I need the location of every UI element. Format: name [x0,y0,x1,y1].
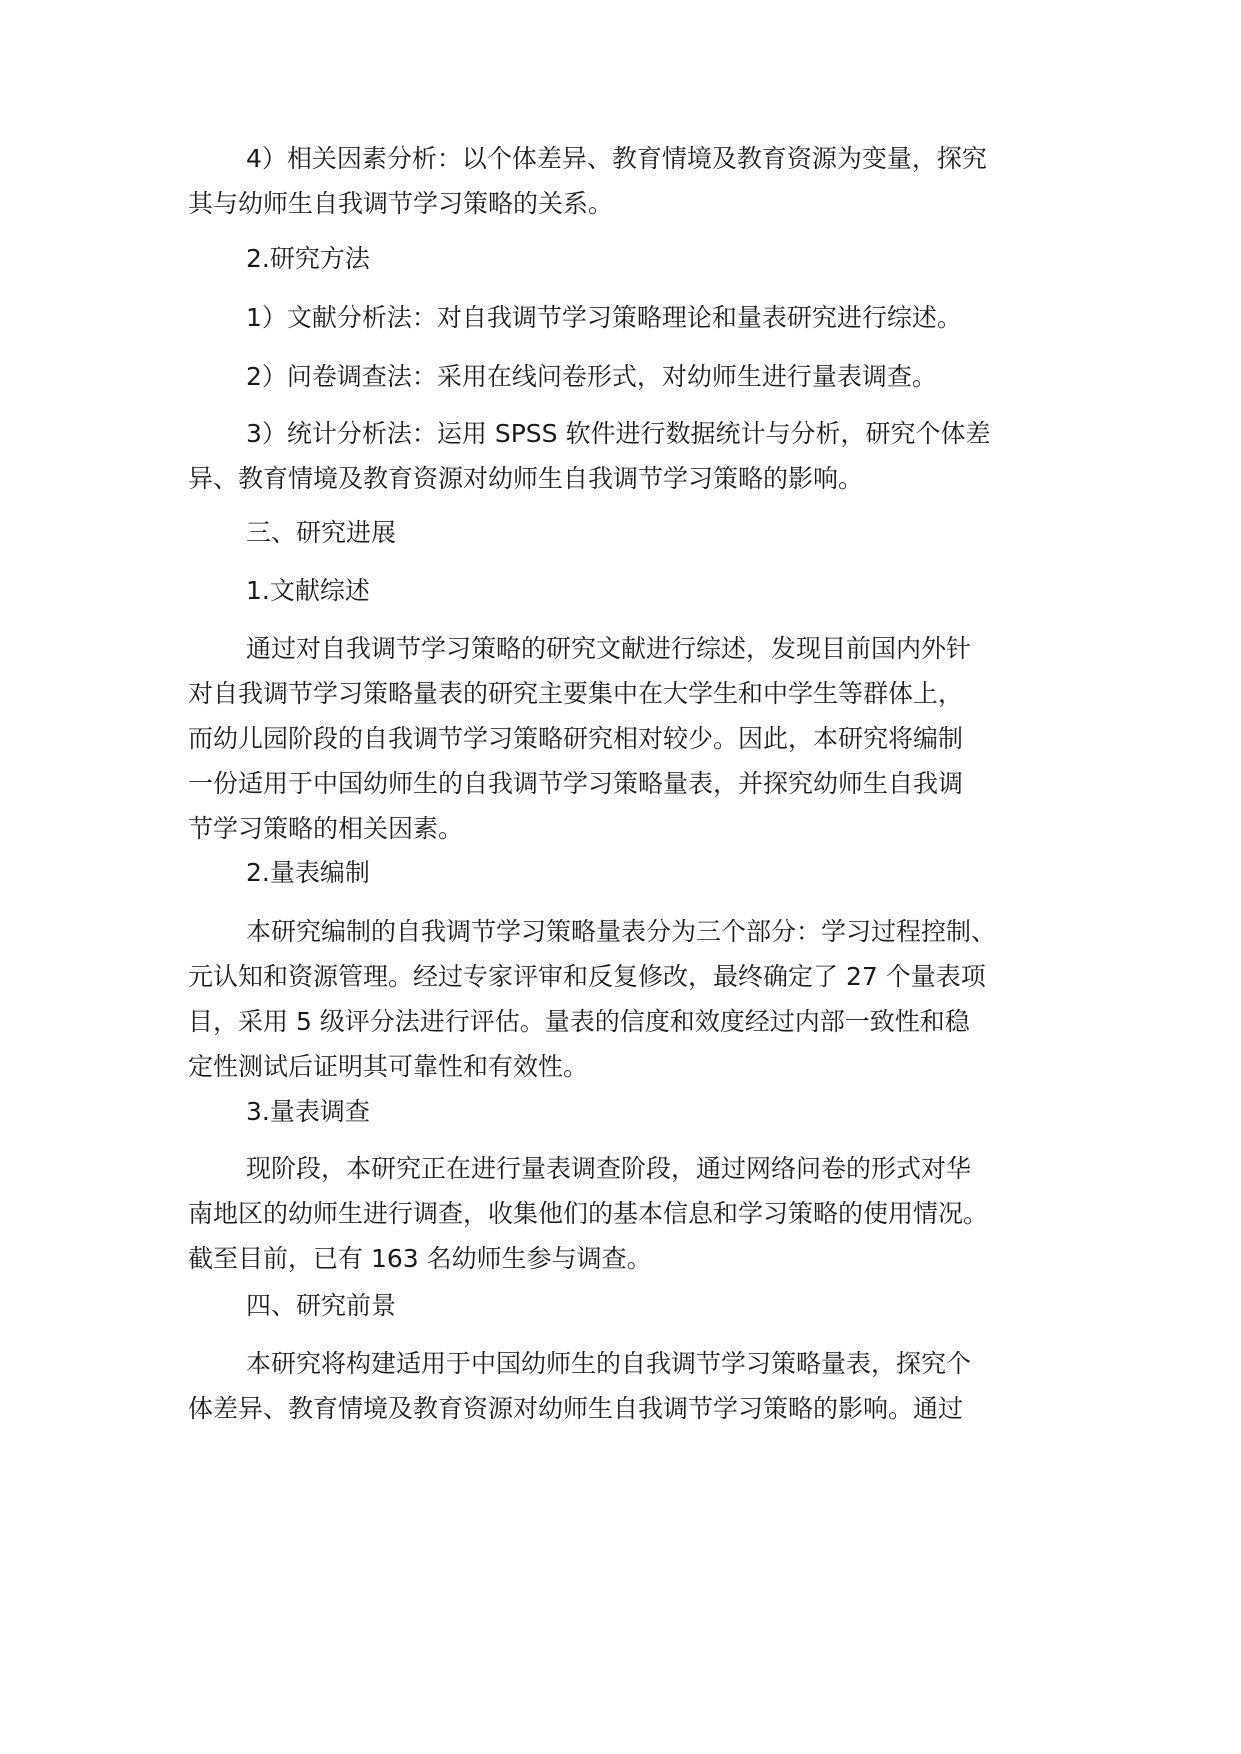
heading-literature-review [188,568,1068,613]
paragraph-scale-compilation [188,909,1068,1089]
heading-scale-survey [188,1089,1068,1134]
text-line: 对自我调节学习策略量表的研究主要集中在大学生和中学生等群体上， [188,679,964,708]
text-line: 节学习策略的相关因素。 [188,814,464,843]
paragraph-questionnaire-survey [188,354,1068,399]
text-line: 目，采用 5 级评分法进行评估。量表的信度和效度经过内部一致性和稳 [188,1007,970,1036]
text-line: 4）相关因素分析：以个体差异、教育情境及教育资源为变量，探究 [246,144,987,173]
text-line: 本研究编制的自我调节学习策略量表分为三个部分：学习过程控制、 [246,917,997,946]
text-line: 现阶段，本研究正在进行量表调查阶段，通过网络问卷的形式对华 [246,1154,972,1183]
text-line: 1）文献分析法：对自我调节学习策略理论和量表研究进行综述。 [246,303,962,332]
paragraph-statistical-analysis [188,411,1068,501]
text-line: 一份适用于中国幼师生的自我调节学习策略量表，并探究幼师生自我调 [188,769,964,798]
heading-research-methods [188,236,1068,281]
text-line: 异、教育情境及教育资源对幼师生自我调节学习策略的影响。 [188,464,864,493]
text-line: 定性测试后证明其可靠性和有效性。 [188,1052,589,1081]
paragraph-related-factors-analysis [188,136,1068,226]
text-line: 2.研究方法 [246,244,370,273]
text-line: 截至目前，已有 163 名幼师生参与调查。 [188,1244,652,1273]
text-line: 其与幼师生自我调节学习策略的关系。 [188,189,614,218]
paragraph-literature-review [188,626,1068,851]
text-line: 三、研究进展 [246,518,397,547]
paragraph-research-prospects [188,1341,1068,1431]
paragraph-literature-analysis [188,295,1068,340]
heading-research-progress [188,510,1068,555]
text-line: 元认知和资源管理。经过专家评审和反复修改，最终确定了 27 个量表项 [188,962,986,991]
text-line: 体差异、教育情境及教育资源对幼师生自我调节学习策略的影响。通过 [188,1394,964,1423]
text-line: 3）统计分析法：运用 SPSS 软件进行数据统计与分析，研究个体差 [246,419,991,448]
text-line: 1.文献综述 [246,576,370,605]
text-line: 四、研究前景 [246,1291,397,1320]
text-line: 本研究将构建适用于中国幼师生的自我调节学习策略量表，探究个 [246,1349,972,1378]
text-line: 2.量表编制 [246,858,370,887]
text-line: 3.量表调查 [246,1097,370,1126]
text-line: 通过对自我调节学习策略的研究文献进行综述，发现目前国内外针 [246,634,972,663]
heading-research-prospects [188,1283,1068,1328]
text-line: 而幼儿园阶段的自我调节学习策略研究相对较少。因此，本研究将编制 [188,724,964,753]
heading-scale-compilation [188,850,1068,895]
text-line: 2）问卷调查法：采用在线问卷形式，对幼师生进行量表调查。 [246,362,937,391]
paragraph-scale-survey [188,1146,1068,1281]
text-line: 南地区的幼师生进行调查，收集他们的基本信息和学习策略的使用情况。 [188,1199,989,1228]
